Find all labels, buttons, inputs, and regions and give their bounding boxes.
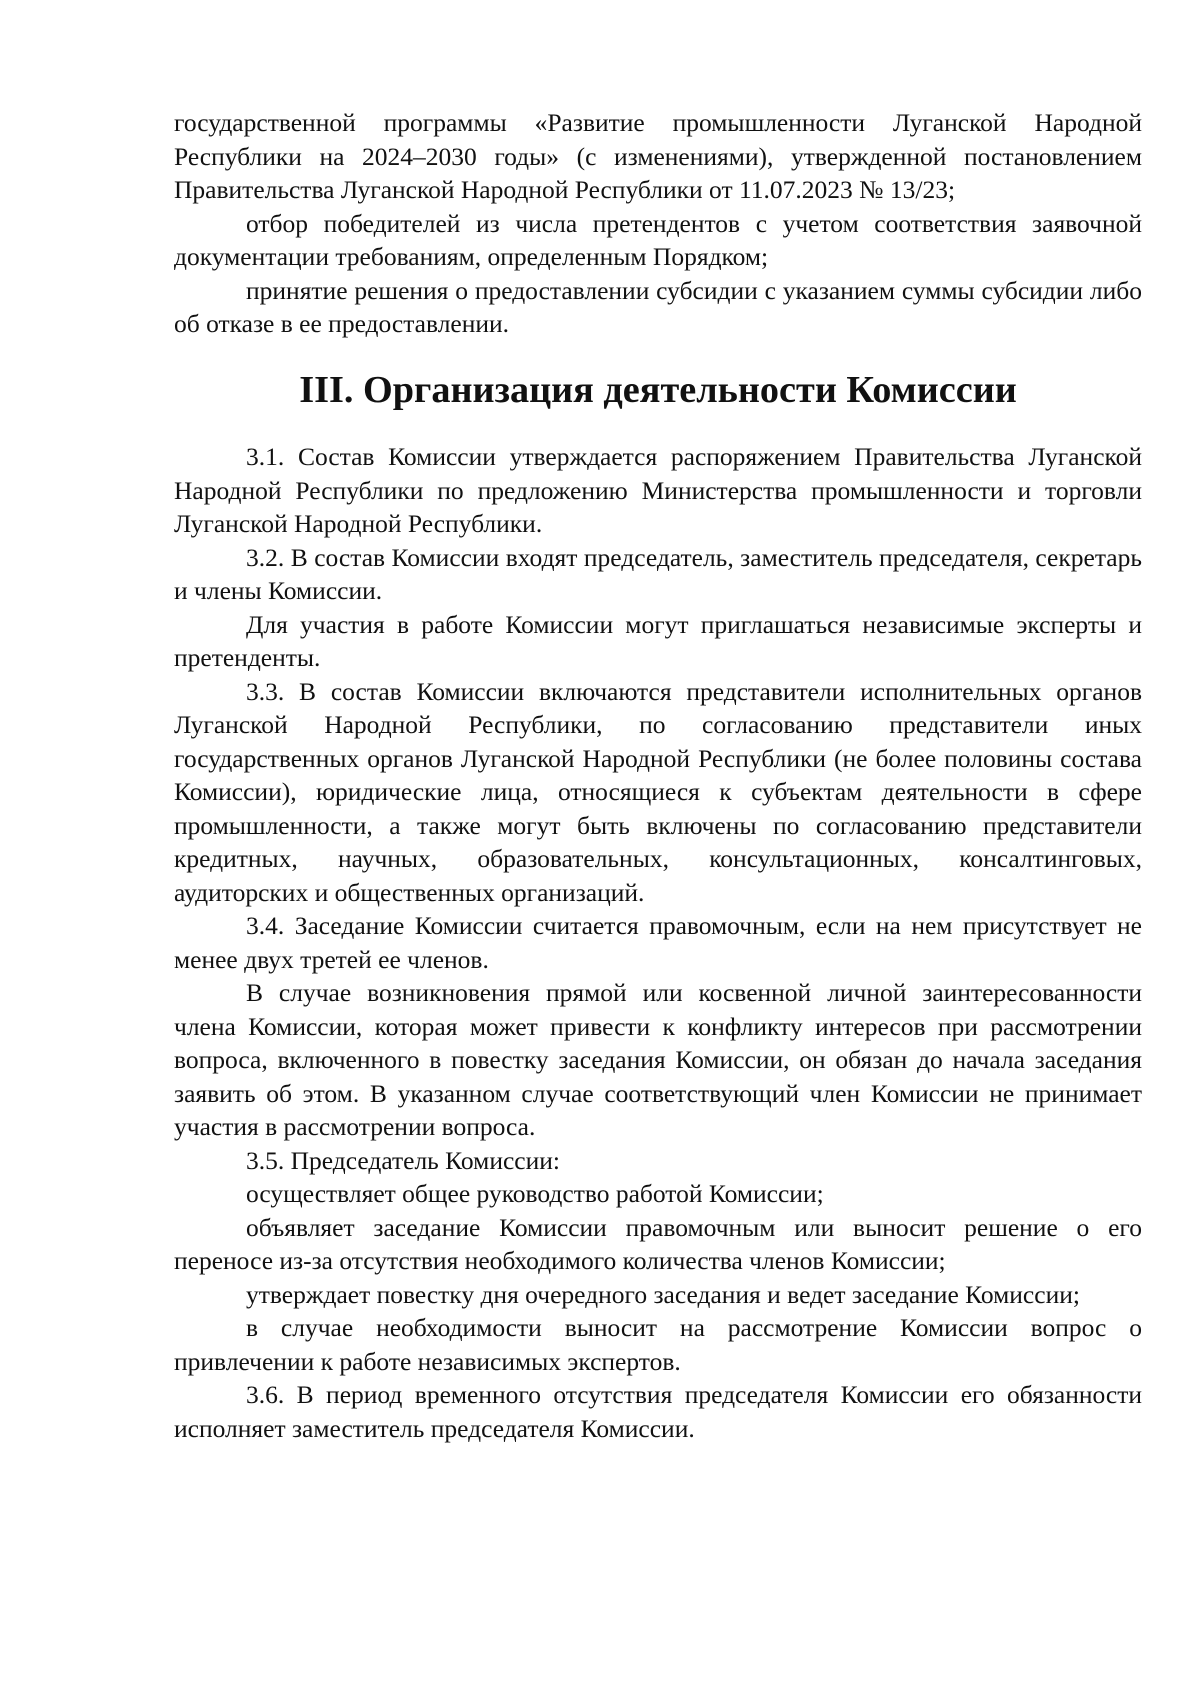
paragraph-3-2: 3.2. В состав Комиссии входят председатель, заместитель председателя, секретарь и члены Комиссии. — [174, 542, 1142, 605]
paragraph-3-5: 3.5. Председатель Комиссии: — [246, 1145, 560, 1175]
paragraph-3-3: 3.3. В состав Комиссии включаются представители исполнительных органов Луганской Народной Республики, по согласованию представители иных государственных органов Луганской Народной Республики (не более половины состава Комиссии), юридические лица, относящиеся к субъектам деятельности в сфере промышленности, а также могут быть включены по согласованию представители кредитных, научных, образовательных, консультационных, консалтинговых, аудиторских и общественных организаций. — [174, 676, 1142, 907]
document-page — [174, 106, 1142, 1445]
section-heading: III. Организация деятельности Комиссии — [299, 368, 1017, 411]
paragraph-3-1: 3.1. Состав Комиссии утверждается распоряжением Правительства Луганской Народной Республики по предложению Министерства промышленности и торговли Луганской Народной Республики. — [174, 442, 1142, 538]
paragraph-program-reference: государственной программы «Развитие промышленности Луганской Народной Республики на 2024–2030 годы» (с изменениями), утвержденной постановлением Правительства Луганской Народной Республики от 11.07.2023 № 13/23; — [174, 108, 1142, 204]
paragraph-subsidy-decision: принятие решения о предоставлении субсидии с указанием суммы субсидии либо об отказе в ее предоставлении. — [174, 275, 1142, 338]
paragraph-3-6: 3.6. В период временного отсутствия председателя Комиссии его обязанности исполняет заместитель председателя Комиссии. — [174, 1380, 1142, 1443]
paragraph-3-4: 3.4. Заседание Комиссии считается правомочным, если на нем присутствует не менее двух третей ее членов. — [174, 911, 1142, 974]
paragraph-3-4-conflict: В случае возникновения прямой или косвенной личной заинтересованности члена Комиссии, которая может привести к конфликту интересов при рассмотрении вопроса, включенного в повестку заседания Комиссии, он обязан до начала заседания заявить об этом. В указанном случае соответствующий член Комиссии не принимает участия в рассмотрении вопроса. — [174, 978, 1142, 1141]
paragraph-selection-winners: отбор победителей из числа претендентов с учетом соответствия заявочной документации требованиям, определенным Порядком; — [174, 208, 1142, 271]
paragraph-3-5-agenda: утверждает повестку дня очередного заседания и ведет заседание Комиссии; — [246, 1279, 1080, 1309]
paragraph-3-5-experts: в случае необходимости выносит на рассмотрение Комиссии вопрос о привлечении к работе независимых экспертов. — [174, 1313, 1142, 1376]
paragraph-3-5-quorum: объявляет заседание Комиссии правомочным или выносит решение о его переносе из-за отсутствия необходимого количества членов Комиссии; — [174, 1212, 1142, 1275]
paragraph-3-2-experts: Для участия в работе Комиссии могут приглашаться независимые эксперты и претенденты. — [174, 609, 1142, 672]
paragraph-3-5-general-management: осуществляет общее руководство работой Комиссии; — [246, 1179, 824, 1208]
